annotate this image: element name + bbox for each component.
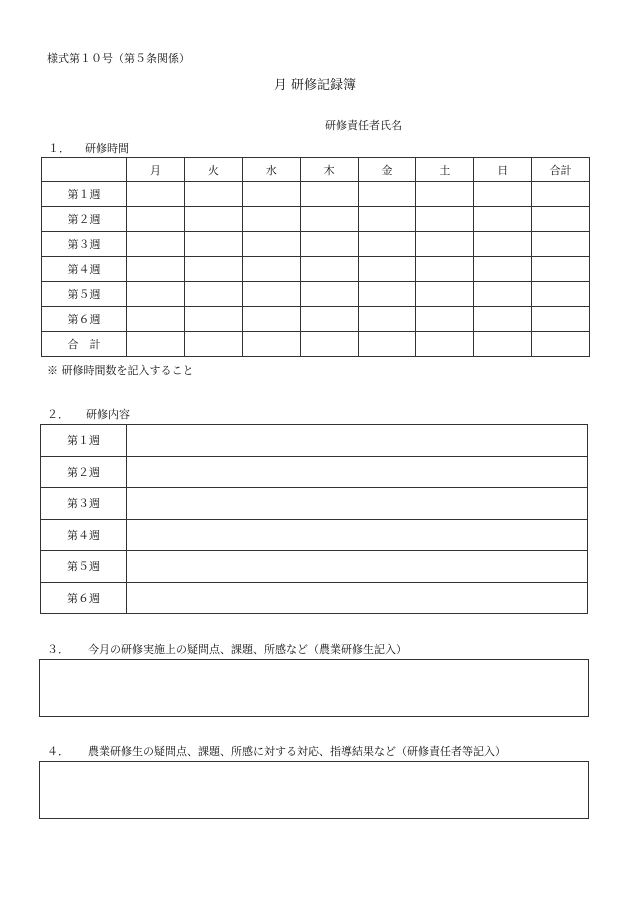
hours-cell[interactable] (127, 182, 185, 207)
section1-title: 研修時間 (85, 142, 129, 155)
hours-note: ※ 研修時間数を記入すること (47, 364, 194, 377)
table-row (41, 425, 588, 457)
column-header: 月 (127, 158, 185, 182)
table-row (41, 582, 588, 614)
table-row (42, 182, 590, 207)
hours-cell[interactable] (416, 207, 474, 232)
hours-cell[interactable] (300, 307, 358, 332)
hours-cell[interactable] (184, 232, 242, 257)
hours-cell[interactable] (358, 182, 416, 207)
hours-cell[interactable] (184, 257, 242, 282)
study-hours-table (41, 157, 590, 357)
table-row (41, 519, 588, 551)
row-label: 第５週 (42, 282, 127, 307)
column-header: 水 (242, 158, 300, 182)
hours-cell[interactable] (474, 182, 532, 207)
row-label: 第６週 (42, 307, 127, 332)
hours-cell[interactable] (242, 307, 300, 332)
hours-cell[interactable] (242, 257, 300, 282)
row-label: 合 計 (42, 332, 127, 357)
hours-cell[interactable] (300, 257, 358, 282)
row-label: 第４週 (42, 257, 127, 282)
responsible-person-label: 研修責任者氏名 (325, 119, 402, 132)
hours-cell[interactable] (242, 207, 300, 232)
column-header: 金 (358, 158, 416, 182)
hours-cell[interactable] (474, 257, 532, 282)
hours-cell[interactable] (358, 207, 416, 232)
section4-title: 農業研修生の疑問点、課題、所感に対する対応、指導結果など（研修責任者等記入） (88, 745, 506, 758)
hours-cell[interactable] (184, 207, 242, 232)
row-label: 第６週 (41, 582, 127, 614)
content-cell[interactable] (127, 425, 588, 457)
hours-cell[interactable] (300, 182, 358, 207)
hours-cell[interactable] (532, 282, 590, 307)
table-row (42, 282, 590, 307)
hours-cell[interactable] (416, 182, 474, 207)
table-row (42, 207, 590, 232)
column-header: 火 (184, 158, 242, 182)
hours-cell[interactable] (127, 207, 185, 232)
hours-cell[interactable] (416, 282, 474, 307)
hours-cell[interactable] (127, 232, 185, 257)
section4-number: ４． (47, 745, 69, 758)
row-label: 第１週 (42, 182, 127, 207)
column-header: 土 (416, 158, 474, 182)
hours-cell[interactable] (358, 282, 416, 307)
table-row (42, 307, 590, 332)
section3-number: ３． (47, 643, 69, 656)
row-label: 第２週 (41, 456, 127, 488)
hours-cell[interactable] (184, 307, 242, 332)
hours-cell[interactable] (474, 232, 532, 257)
hours-cell[interactable] (184, 182, 242, 207)
hours-cell[interactable] (474, 207, 532, 232)
hours-cell[interactable] (358, 307, 416, 332)
hours-cell[interactable] (358, 332, 416, 357)
hours-cell[interactable] (184, 332, 242, 357)
section2-title: 研修内容 (86, 408, 130, 421)
hours-cell[interactable] (416, 257, 474, 282)
form-number: 様式第１０号（第５条関係） (47, 52, 190, 65)
table-row (41, 551, 588, 583)
hours-cell[interactable] (184, 282, 242, 307)
hours-cell[interactable] (127, 307, 185, 332)
table-header-row (42, 158, 590, 182)
hours-cell[interactable] (127, 257, 185, 282)
content-cell[interactable] (127, 456, 588, 488)
hours-cell[interactable] (532, 232, 590, 257)
hours-cell[interactable] (532, 207, 590, 232)
hours-cell[interactable] (532, 332, 590, 357)
hours-cell[interactable] (532, 182, 590, 207)
section3-title: 今月の研修実施上の疑問点、課題、所感など（農業研修生記入） (88, 643, 407, 656)
row-label: 第４週 (41, 519, 127, 551)
table-row (41, 488, 588, 520)
table-row (41, 456, 588, 488)
hours-cell[interactable] (474, 332, 532, 357)
column-header: 日 (474, 158, 532, 182)
hours-cell[interactable] (242, 282, 300, 307)
hours-cell[interactable] (532, 257, 590, 282)
hours-cell[interactable] (300, 282, 358, 307)
hours-cell[interactable] (242, 182, 300, 207)
hours-cell[interactable] (474, 282, 532, 307)
hours-cell[interactable] (416, 307, 474, 332)
hours-cell[interactable] (242, 232, 300, 257)
column-header: 合計 (532, 158, 590, 182)
hours-cell[interactable] (242, 332, 300, 357)
row-label: 第３週 (41, 488, 127, 520)
hours-cell[interactable] (300, 207, 358, 232)
section2-number: ２． (47, 408, 69, 421)
study-content-table (40, 424, 588, 614)
hours-cell[interactable] (300, 232, 358, 257)
section1-number: １． (48, 142, 70, 155)
hours-cell[interactable] (127, 332, 185, 357)
hours-cell[interactable] (300, 332, 358, 357)
header-corner-cell (42, 158, 127, 182)
content-cell[interactable] (127, 551, 588, 583)
row-label: 第２週 (42, 207, 127, 232)
supervisor-response-box[interactable] (39, 761, 589, 819)
hours-cell[interactable] (358, 257, 416, 282)
table-row (42, 332, 590, 357)
hours-cell[interactable] (416, 332, 474, 357)
document-title: 月 研修記録簿 (273, 78, 357, 93)
hours-cell[interactable] (532, 307, 590, 332)
column-header: 木 (300, 158, 358, 182)
row-label: 第５週 (41, 551, 127, 583)
hours-cell[interactable] (416, 232, 474, 257)
hours-cell[interactable] (474, 307, 532, 332)
content-cell[interactable] (127, 488, 588, 520)
table-row (42, 232, 590, 257)
row-label: 第１週 (41, 425, 127, 457)
content-cell[interactable] (127, 519, 588, 551)
trainee-comments-box[interactable] (39, 659, 589, 717)
table-row (42, 257, 590, 282)
row-label: 第３週 (42, 232, 127, 257)
hours-cell[interactable] (127, 282, 185, 307)
content-cell[interactable] (127, 582, 588, 614)
hours-cell[interactable] (358, 232, 416, 257)
